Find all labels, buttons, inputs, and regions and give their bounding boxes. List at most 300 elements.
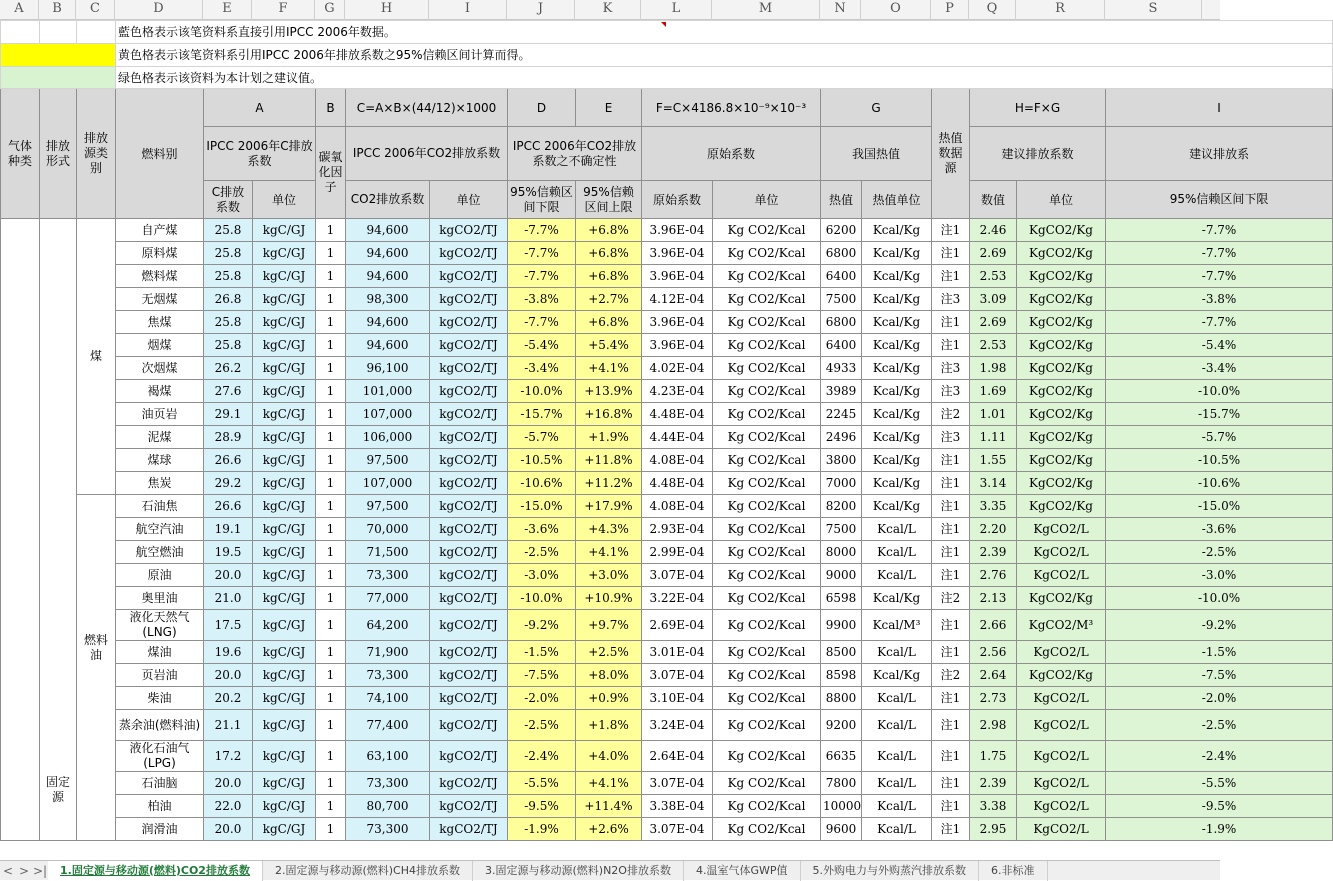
data-cell[interactable]: kgCO2/TJ <box>430 710 508 741</box>
data-cell[interactable]: 1 <box>316 219 346 242</box>
fuel-name-cell[interactable]: 石油脑 <box>116 772 204 795</box>
data-cell[interactable]: 21.0 <box>204 587 253 610</box>
data-cell[interactable]: 20.0 <box>204 564 253 587</box>
data-cell[interactable]: +9.7% <box>576 610 642 641</box>
data-cell[interactable]: kgC/GJ <box>253 380 316 403</box>
data-cell[interactable]: Kcal/Kg <box>862 288 932 311</box>
data-cell[interactable]: 2.69 <box>970 311 1017 334</box>
data-cell[interactable]: 1 <box>316 818 346 841</box>
data-cell[interactable]: -2.5% <box>1106 541 1333 564</box>
data-cell[interactable]: kgC/GJ <box>253 687 316 710</box>
header-value[interactable]: 数值 <box>970 181 1017 219</box>
data-cell[interactable]: +4.0% <box>576 741 642 772</box>
data-cell[interactable]: -7.7% <box>508 242 576 265</box>
data-cell[interactable]: 6598 <box>821 587 862 610</box>
data-cell[interactable]: 80,700 <box>346 795 430 818</box>
header-source-category[interactable]: 排放源类别 <box>77 89 116 219</box>
data-cell[interactable]: kgC/GJ <box>253 288 316 311</box>
data-cell[interactable]: 73,300 <box>346 772 430 795</box>
data-cell[interactable]: +2.6% <box>576 818 642 841</box>
data-cell[interactable]: +1.8% <box>576 710 642 741</box>
data-cell[interactable]: kgC/GJ <box>253 242 316 265</box>
data-cell[interactable]: 1 <box>316 426 346 449</box>
fuel-name-cell[interactable]: 柏油 <box>116 795 204 818</box>
data-cell[interactable]: Kg CO2/Kcal <box>713 687 821 710</box>
data-cell[interactable]: kgCO2/TJ <box>430 472 508 495</box>
data-cell[interactable]: KgCO2/Kg <box>1017 587 1106 610</box>
source-category-cell[interactable] <box>77 219 116 495</box>
data-cell[interactable]: 26.6 <box>204 495 253 518</box>
data-cell[interactable]: -2.4% <box>1106 741 1333 772</box>
data-cell[interactable]: +10.9% <box>576 587 642 610</box>
data-cell[interactable]: Kcal/Kg <box>862 265 932 288</box>
data-cell[interactable]: -3.4% <box>508 357 576 380</box>
data-cell[interactable]: Kcal/L <box>862 741 932 772</box>
data-cell[interactable]: 77,000 <box>346 587 430 610</box>
data-cell[interactable]: KgCO2/Kg <box>1017 472 1106 495</box>
data-cell[interactable]: kgCO2/TJ <box>430 219 508 242</box>
data-cell[interactable]: 1 <box>316 265 346 288</box>
fuel-name-cell[interactable]: 油页岩 <box>116 403 204 426</box>
data-cell[interactable]: 3800 <box>821 449 862 472</box>
data-cell[interactable]: 71,900 <box>346 641 430 664</box>
data-cell[interactable]: 94,600 <box>346 311 430 334</box>
data-cell[interactable]: 6635 <box>821 741 862 772</box>
data-cell[interactable]: 8000 <box>821 541 862 564</box>
data-cell[interactable]: Kg CO2/Kcal <box>713 564 821 587</box>
data-cell[interactable]: 1.69 <box>970 380 1017 403</box>
column-letter[interactable]: B <box>39 0 76 20</box>
data-cell[interactable]: 94,600 <box>346 265 430 288</box>
data-cell[interactable]: 25.8 <box>204 219 253 242</box>
data-cell[interactable]: 9200 <box>821 710 862 741</box>
data-cell[interactable]: Kg CO2/Kcal <box>713 772 821 795</box>
data-cell[interactable]: kgCO2/TJ <box>430 610 508 641</box>
header-heat-unit[interactable]: 热值单位 <box>862 181 932 219</box>
data-cell[interactable]: 1 <box>316 664 346 687</box>
data-cell[interactable]: 2.53 <box>970 265 1017 288</box>
data-cell[interactable]: 25.8 <box>204 265 253 288</box>
data-cell[interactable]: 3989 <box>821 380 862 403</box>
data-cell[interactable]: KgCO2/L <box>1017 818 1106 841</box>
data-cell[interactable]: 注1 <box>932 741 970 772</box>
data-cell[interactable]: 2.64 <box>970 664 1017 687</box>
data-cell[interactable]: kgC/GJ <box>253 357 316 380</box>
data-cell[interactable]: -9.5% <box>1106 795 1333 818</box>
data-cell[interactable]: 94,600 <box>346 242 430 265</box>
data-cell[interactable]: +6.8% <box>576 265 642 288</box>
data-cell[interactable]: 9600 <box>821 818 862 841</box>
data-cell[interactable]: 1 <box>316 334 346 357</box>
fuel-name-cell[interactable]: 自产煤 <box>116 219 204 242</box>
data-cell[interactable]: -7.7% <box>508 219 576 242</box>
data-cell[interactable]: +4.3% <box>576 518 642 541</box>
tab-prev-icon[interactable]: < <box>2 863 14 878</box>
data-cell[interactable]: Kg CO2/Kcal <box>713 541 821 564</box>
data-cell[interactable]: -7.7% <box>1106 311 1333 334</box>
data-cell[interactable]: kgCO2/TJ <box>430 687 508 710</box>
data-cell[interactable]: 73,300 <box>346 664 430 687</box>
data-cell[interactable]: 注1 <box>932 687 970 710</box>
data-cell[interactable]: +3.0% <box>576 564 642 587</box>
data-cell[interactable]: KgCO2/L <box>1017 541 1106 564</box>
data-cell[interactable]: 94,600 <box>346 334 430 357</box>
column-letter[interactable]: E <box>203 0 252 20</box>
fuel-name-cell[interactable]: 无烟煤 <box>116 288 204 311</box>
data-cell[interactable]: kgCO2/TJ <box>430 518 508 541</box>
data-cell[interactable]: -3.8% <box>508 288 576 311</box>
data-cell[interactable]: Kg CO2/Kcal <box>713 357 821 380</box>
data-cell[interactable]: 2.95 <box>970 818 1017 841</box>
data-cell[interactable]: 10000 <box>821 795 862 818</box>
data-cell[interactable]: 21.1 <box>204 710 253 741</box>
data-cell[interactable]: Kcal/L <box>862 518 932 541</box>
header-code-i[interactable]: I <box>1106 89 1333 127</box>
data-cell[interactable]: 20.0 <box>204 772 253 795</box>
column-letter[interactable]: O <box>861 0 931 20</box>
sheet-tab[interactable]: 6.非标准 <box>979 861 1048 881</box>
column-letter[interactable]: Q <box>969 0 1016 20</box>
header-oxidation[interactable]: 碳氧化因子 <box>316 127 346 219</box>
data-cell[interactable]: 3.96E-04 <box>642 265 713 288</box>
column-letter[interactable]: I <box>429 0 507 20</box>
data-cell[interactable]: 注1 <box>932 564 970 587</box>
column-letter[interactable]: R <box>1016 0 1105 20</box>
data-cell[interactable]: +4.1% <box>576 357 642 380</box>
data-cell[interactable]: -2.5% <box>1106 710 1333 741</box>
source-category-cell[interactable] <box>77 495 116 841</box>
fuel-name-cell[interactable]: 润滑油 <box>116 818 204 841</box>
data-cell[interactable]: 4.48E-04 <box>642 403 713 426</box>
data-cell[interactable]: 2.20 <box>970 518 1017 541</box>
data-cell[interactable]: Kcal/Kg <box>862 380 932 403</box>
header-unit-a[interactable]: 单位 <box>253 181 316 219</box>
data-cell[interactable]: 28.9 <box>204 426 253 449</box>
data-cell[interactable]: -7.7% <box>1106 219 1333 242</box>
column-letter[interactable]: P <box>931 0 969 20</box>
data-cell[interactable]: 3.07E-04 <box>642 772 713 795</box>
fuel-name-cell[interactable]: 蒸余油(燃料油) <box>116 710 204 741</box>
data-cell[interactable]: Kcal/Kg <box>862 357 932 380</box>
data-cell[interactable]: 4933 <box>821 357 862 380</box>
data-cell[interactable]: 106,000 <box>346 426 430 449</box>
data-cell[interactable]: 1 <box>316 380 346 403</box>
fuel-name-cell[interactable]: 次烟煤 <box>116 357 204 380</box>
data-cell[interactable]: -5.5% <box>1106 772 1333 795</box>
header-ipcc-uncertainty[interactable]: IPCC 2006年CO2排放系数之不确定性 <box>508 127 642 181</box>
data-cell[interactable]: Kcal/L <box>862 641 932 664</box>
data-cell[interactable]: 1 <box>316 641 346 664</box>
data-cell[interactable]: 注1 <box>932 334 970 357</box>
data-cell[interactable]: 3.07E-04 <box>642 664 713 687</box>
data-cell[interactable]: 25.8 <box>204 242 253 265</box>
data-cell[interactable]: 1.98 <box>970 357 1017 380</box>
data-cell[interactable]: -2.5% <box>508 541 576 564</box>
fuel-name-cell[interactable]: 航空汽油 <box>116 518 204 541</box>
data-cell[interactable]: kgCO2/TJ <box>430 541 508 564</box>
header-formula-h[interactable]: H=F×G <box>970 89 1106 127</box>
data-cell[interactable]: -1.5% <box>508 641 576 664</box>
data-cell[interactable]: KgCO2/Kg <box>1017 219 1106 242</box>
data-cell[interactable]: kgC/GJ <box>253 219 316 242</box>
data-cell[interactable]: 1 <box>316 564 346 587</box>
data-cell[interactable]: -15.0% <box>508 495 576 518</box>
data-cell[interactable]: Kcal/L <box>862 795 932 818</box>
column-letter[interactable]: A <box>0 0 39 20</box>
data-cell[interactable]: 4.12E-04 <box>642 288 713 311</box>
legend-green-swatch[interactable] <box>1 67 116 89</box>
data-cell[interactable]: +6.8% <box>576 311 642 334</box>
data-cell[interactable]: kgC/GJ <box>253 641 316 664</box>
header-suggest-coef[interactable]: 建议排放系数 <box>970 127 1106 181</box>
data-cell[interactable]: 8800 <box>821 687 862 710</box>
data-cell[interactable]: Kg CO2/Kcal <box>713 664 821 687</box>
data-cell[interactable]: Kg CO2/Kcal <box>713 403 821 426</box>
data-cell[interactable]: +1.9% <box>576 426 642 449</box>
data-cell[interactable]: -3.0% <box>508 564 576 587</box>
data-cell[interactable]: 97,500 <box>346 495 430 518</box>
data-cell[interactable]: +6.8% <box>576 242 642 265</box>
fuel-name-cell[interactable]: 煤球 <box>116 449 204 472</box>
data-cell[interactable]: +0.9% <box>576 687 642 710</box>
data-cell[interactable]: 19.5 <box>204 541 253 564</box>
data-cell[interactable]: Kg CO2/Kcal <box>713 587 821 610</box>
data-cell[interactable]: 1 <box>316 242 346 265</box>
legend-green-note[interactable]: 绿色格表示该资料为本计划之建议值。 <box>116 67 1333 89</box>
data-cell[interactable]: kgCO2/TJ <box>430 380 508 403</box>
data-cell[interactable]: 3.07E-04 <box>642 818 713 841</box>
data-cell[interactable]: 20.0 <box>204 818 253 841</box>
data-cell[interactable]: 6400 <box>821 265 862 288</box>
data-cell[interactable]: 1 <box>316 687 346 710</box>
data-cell[interactable]: Kg CO2/Kcal <box>713 610 821 641</box>
data-cell[interactable]: kgC/GJ <box>253 311 316 334</box>
data-cell[interactable]: kgCO2/TJ <box>430 564 508 587</box>
data-cell[interactable]: KgCO2/L <box>1017 772 1106 795</box>
data-cell[interactable]: 2.99E-04 <box>642 541 713 564</box>
data-cell[interactable]: kgC/GJ <box>253 710 316 741</box>
data-cell[interactable]: -2.0% <box>508 687 576 710</box>
data-cell[interactable]: -7.7% <box>508 311 576 334</box>
header-code-a[interactable]: A <box>204 89 316 127</box>
data-cell[interactable]: Kg CO2/Kcal <box>713 472 821 495</box>
data-cell[interactable]: 9000 <box>821 564 862 587</box>
data-cell[interactable]: Kcal/Kg <box>862 495 932 518</box>
data-cell[interactable]: kgCO2/TJ <box>430 664 508 687</box>
data-cell[interactable]: 2.46 <box>970 219 1017 242</box>
data-cell[interactable]: 注1 <box>932 541 970 564</box>
data-cell[interactable]: -2.5% <box>508 710 576 741</box>
data-cell[interactable]: kgC/GJ <box>253 772 316 795</box>
data-cell[interactable]: +17.9% <box>576 495 642 518</box>
legend-yellow-swatch[interactable] <box>1 44 116 67</box>
data-cell[interactable]: 3.24E-04 <box>642 710 713 741</box>
data-cell[interactable]: kgCO2/TJ <box>430 242 508 265</box>
data-cell[interactable]: KgCO2/M³ <box>1017 610 1106 641</box>
data-cell[interactable]: -7.5% <box>508 664 576 687</box>
data-cell[interactable]: KgCO2/Kg <box>1017 334 1106 357</box>
header-ipcc-co2[interactable]: IPCC 2006年CO2排放系数 <box>346 127 508 181</box>
data-cell[interactable]: kgCO2/TJ <box>430 641 508 664</box>
data-cell[interactable]: KgCO2/Kg <box>1017 265 1106 288</box>
data-cell[interactable]: Kcal/L <box>862 564 932 587</box>
header-ipcc-c[interactable]: IPCC 2006年C排放系数 <box>204 127 316 181</box>
data-cell[interactable]: -10.0% <box>1106 587 1333 610</box>
fuel-name-cell[interactable]: 液化石油气(LPG) <box>116 741 204 772</box>
data-cell[interactable]: +2.7% <box>576 288 642 311</box>
data-cell[interactable]: kgC/GJ <box>253 741 316 772</box>
header-ci-low[interactable]: 95%信赖区间下限 <box>508 181 576 219</box>
data-cell[interactable]: 97,500 <box>346 449 430 472</box>
data-cell[interactable]: kgCO2/TJ <box>430 334 508 357</box>
data-cell[interactable]: kgC/GJ <box>253 403 316 426</box>
data-cell[interactable]: Kg CO2/Kcal <box>713 288 821 311</box>
data-cell[interactable]: 注1 <box>932 518 970 541</box>
data-cell[interactable]: -3.4% <box>1106 357 1333 380</box>
data-cell[interactable]: 7800 <box>821 772 862 795</box>
data-cell[interactable]: kgCO2/TJ <box>430 449 508 472</box>
data-cell[interactable]: kgCO2/TJ <box>430 426 508 449</box>
data-cell[interactable]: 2.73 <box>970 687 1017 710</box>
data-cell[interactable]: 2.13 <box>970 587 1017 610</box>
data-cell[interactable]: 2.39 <box>970 772 1017 795</box>
data-cell[interactable]: kgC/GJ <box>253 449 316 472</box>
data-cell[interactable]: 25.8 <box>204 311 253 334</box>
data-cell[interactable]: 4.48E-04 <box>642 472 713 495</box>
data-cell[interactable]: 2.39 <box>970 541 1017 564</box>
data-cell[interactable]: Kcal/Kg <box>862 219 932 242</box>
data-cell[interactable]: kgC/GJ <box>253 564 316 587</box>
data-cell[interactable]: KgCO2/Kg <box>1017 380 1106 403</box>
data-cell[interactable]: KgCO2/L <box>1017 687 1106 710</box>
data-cell[interactable]: kgC/GJ <box>253 426 316 449</box>
data-cell[interactable]: Kg CO2/Kcal <box>713 495 821 518</box>
data-cell[interactable]: +4.1% <box>576 541 642 564</box>
data-cell[interactable]: 6800 <box>821 311 862 334</box>
column-letter[interactable]: D <box>115 0 203 20</box>
header-orig-coef[interactable]: 原始系数 <box>642 127 821 181</box>
header-ci-low-2[interactable]: 95%信赖区间下限 <box>1106 181 1333 219</box>
data-cell[interactable]: -3.0% <box>1106 564 1333 587</box>
header-code-e[interactable]: E <box>576 89 642 127</box>
data-cell[interactable]: 1 <box>316 495 346 518</box>
data-cell[interactable]: 2.98 <box>970 710 1017 741</box>
data-cell[interactable]: 2.69E-04 <box>642 610 713 641</box>
column-letter[interactable]: F <box>252 0 315 20</box>
data-cell[interactable]: Kg CO2/Kcal <box>713 242 821 265</box>
data-cell[interactable]: kgCO2/TJ <box>430 265 508 288</box>
header-formula-c[interactable]: C=A×B×(44/12)×1000 <box>346 89 508 127</box>
tab-next-icon[interactable]: > <box>18 863 30 878</box>
data-cell[interactable]: 8500 <box>821 641 862 664</box>
data-cell[interactable]: kgCO2/TJ <box>430 795 508 818</box>
data-cell[interactable]: 注1 <box>932 219 970 242</box>
header-heat-source[interactable]: 热值数据源 <box>932 89 970 219</box>
data-cell[interactable]: -9.2% <box>508 610 576 641</box>
sheet-tab[interactable]: 3.固定源与移动源(燃料)N2O排放系数 <box>473 861 684 881</box>
data-cell[interactable]: 1.55 <box>970 449 1017 472</box>
data-cell[interactable]: KgCO2/Kg <box>1017 426 1106 449</box>
fuel-name-cell[interactable]: 煤油 <box>116 641 204 664</box>
data-cell[interactable]: 4.44E-04 <box>642 426 713 449</box>
data-cell[interactable]: 注1 <box>932 710 970 741</box>
data-cell[interactable]: KgCO2/Kg <box>1017 495 1106 518</box>
data-cell[interactable]: kgCO2/TJ <box>430 772 508 795</box>
data-cell[interactable]: 注1 <box>932 472 970 495</box>
data-cell[interactable]: kgC/GJ <box>253 541 316 564</box>
data-cell[interactable]: -7.7% <box>1106 265 1333 288</box>
data-cell[interactable]: Kg CO2/Kcal <box>713 311 821 334</box>
fuel-name-cell[interactable]: 原料煤 <box>116 242 204 265</box>
data-cell[interactable]: 1 <box>316 587 346 610</box>
data-cell[interactable]: 3.38 <box>970 795 1017 818</box>
data-cell[interactable]: 注1 <box>932 311 970 334</box>
data-cell[interactable]: -10.5% <box>1106 449 1333 472</box>
data-cell[interactable]: 1 <box>316 610 346 641</box>
data-cell[interactable]: kgC/GJ <box>253 818 316 841</box>
header-co2-coef[interactable]: CO2排放系数 <box>346 181 430 219</box>
sheet-tab[interactable]: 1.固定源与移动源(燃料)CO2排放系数 <box>48 861 263 881</box>
data-cell[interactable]: 2.66 <box>970 610 1017 641</box>
data-cell[interactable]: kgCO2/TJ <box>430 403 508 426</box>
data-cell[interactable]: KgCO2/Kg <box>1017 242 1106 265</box>
sheet-tab[interactable]: 5.外购电力与外购蒸汽排放系数 <box>801 861 980 881</box>
data-cell[interactable]: 26.2 <box>204 357 253 380</box>
data-cell[interactable]: -5.7% <box>508 426 576 449</box>
data-cell[interactable]: -10.0% <box>508 587 576 610</box>
data-cell[interactable]: 3.96E-04 <box>642 334 713 357</box>
data-cell[interactable]: 3.96E-04 <box>642 219 713 242</box>
header-suggest-emis[interactable]: 建议排放系 <box>1106 127 1333 181</box>
data-cell[interactable]: +13.9% <box>576 380 642 403</box>
data-cell[interactable]: 4.08E-04 <box>642 495 713 518</box>
data-cell[interactable]: 29.1 <box>204 403 253 426</box>
data-cell[interactable]: 1 <box>316 541 346 564</box>
data-cell[interactable]: 注1 <box>932 610 970 641</box>
data-cell[interactable]: 4.08E-04 <box>642 449 713 472</box>
data-cell[interactable]: -2.4% <box>508 741 576 772</box>
data-cell[interactable]: -15.7% <box>1106 403 1333 426</box>
data-cell[interactable]: 3.96E-04 <box>642 242 713 265</box>
data-cell[interactable]: 2.76 <box>970 564 1017 587</box>
fuel-name-cell[interactable]: 奥里油 <box>116 587 204 610</box>
data-cell[interactable]: 1.11 <box>970 426 1017 449</box>
data-cell[interactable]: 19.1 <box>204 518 253 541</box>
data-cell[interactable]: 2245 <box>821 403 862 426</box>
data-cell[interactable]: 29.2 <box>204 472 253 495</box>
data-cell[interactable]: kgC/GJ <box>253 265 316 288</box>
data-cell[interactable]: 7000 <box>821 472 862 495</box>
spreadsheet-grid[interactable] <box>0 20 1269 860</box>
emission-form-cell[interactable] <box>40 219 77 841</box>
data-cell[interactable]: kgC/GJ <box>253 587 316 610</box>
data-cell[interactable]: -5.5% <box>508 772 576 795</box>
data-cell[interactable]: 73,300 <box>346 564 430 587</box>
fuel-name-cell[interactable]: 液化天然气(LNG) <box>116 610 204 641</box>
column-letter[interactable]: H <box>345 0 429 20</box>
fuel-name-cell[interactable]: 页岩油 <box>116 664 204 687</box>
data-cell[interactable]: -5.4% <box>508 334 576 357</box>
data-cell[interactable]: 注1 <box>932 449 970 472</box>
data-cell[interactable]: 63,100 <box>346 741 430 772</box>
data-cell[interactable]: 2.93E-04 <box>642 518 713 541</box>
header-emission-form[interactable]: 排放形式 <box>40 89 77 219</box>
data-cell[interactable]: Kcal/L <box>862 818 932 841</box>
data-cell[interactable]: KgCO2/Kg <box>1017 311 1106 334</box>
data-cell[interactable]: 22.0 <box>204 795 253 818</box>
data-cell[interactable]: 9900 <box>821 610 862 641</box>
data-cell[interactable]: KgCO2/L <box>1017 741 1106 772</box>
